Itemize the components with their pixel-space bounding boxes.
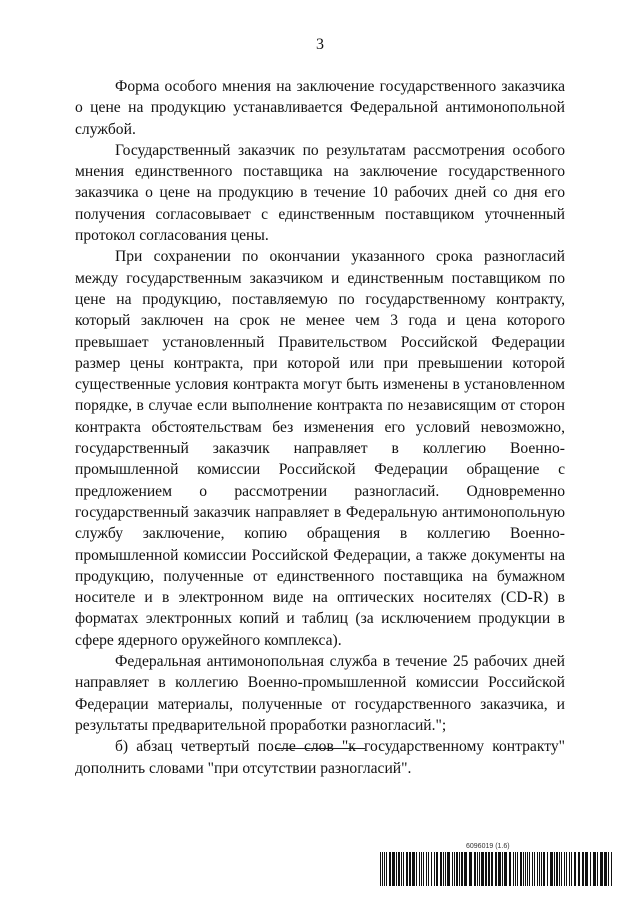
document-body [75, 76, 565, 779]
paragraph-customer-review: Государственный заказчик по результатам рассмотрения особого мнения единственного поставщика на заключение государственного заказчика о цене на продукцию в течение 10 рабочих дней со дня его получения согласовывает с единственным поставщиком уточненный протокол согласования цены. [75, 141, 565, 245]
paragraph-fas-form: Форма особого мнения на заключение государственного заказчика о цене на продукцию устанавливается Федеральной антимонопольной службой. [75, 78, 565, 138]
paragraph-disagreements: При сохранении по окончании указанного срока разногласий между государственным заказчиком и единственным поставщиком по цене на продукцию, поставляемую по государственному контракту, который заключен на срок не менее чем 3 года и цена которого превышает установленный Правительством Российской Федерации размер цены контракта, при которой или при превышении которой существенные условия контракта могут быть изменены в установленном порядке, в случае если выполнение контракта по независящим от сторон контракта обстоятельствам без изменения его условий невозможно, государственный заказчик направляет в коллегию Военно-промышленной комиссии Российской Федерации обращение с предложением о рассмотрении разногласий. Одновременно государственный заказчик направляет в Федеральную антимонопольную службу заключение, копию обращения в коллегию Военно-промышленной комиссии Российской Федерации, а также документы на продукцию, полученные от единственного поставщика на бумажном носителе и в электронном виде на оптических носителях (CD-R) в форматах электронных копий и таблиц (за исключением продукции в сфере ядерного оружейного комплекса). [75, 248, 565, 649]
end-divider [275, 748, 365, 749]
paragraph-amendment: б) абзац четвертый после слов "к государственному контракту" дополнить словами "при отсутствии разногласий". [75, 738, 565, 777]
paragraph-fas-materials: Федеральная антимонопольная служба в течение 25 рабочих дней направляет в коллегию Военно-промышленной комиссии Российской Федерации материалы, полученные от государственного заказчика, и результаты предварительной проработки разногласий."; [75, 653, 565, 734]
barcode [380, 852, 612, 886]
document-code: 6096019 (1.6) [466, 843, 510, 850]
page-number: 3 [316, 36, 324, 53]
